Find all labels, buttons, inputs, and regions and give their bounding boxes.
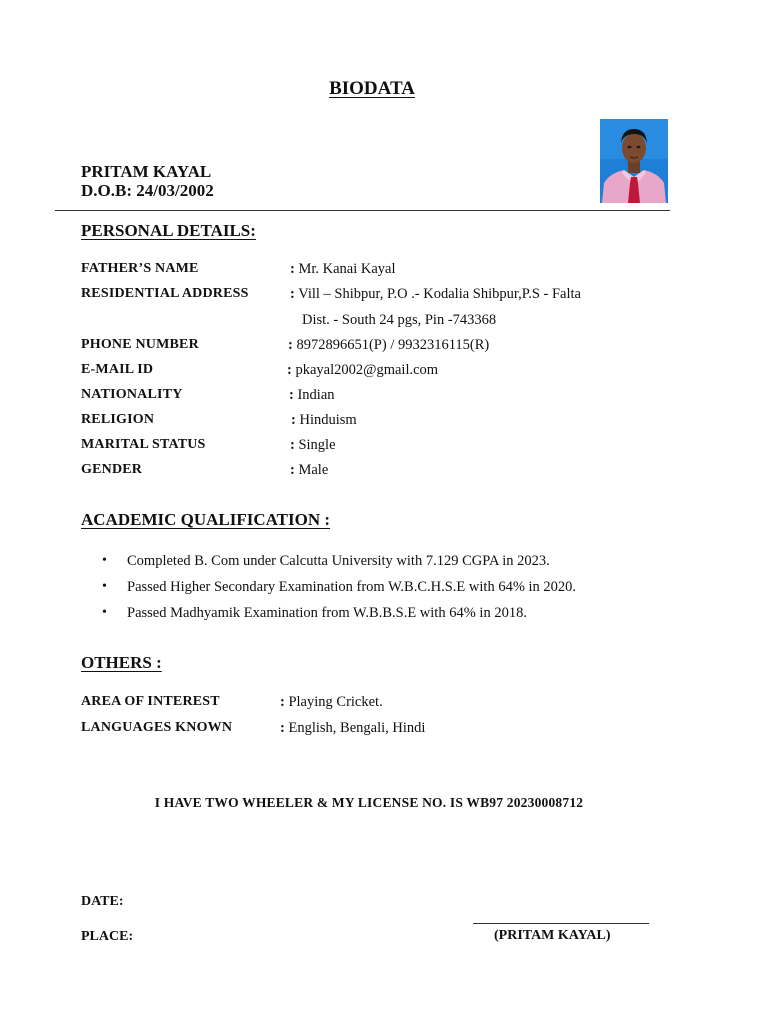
profile-photo-image bbox=[600, 119, 668, 203]
signature-line bbox=[473, 923, 649, 924]
phone-text: 8972896651(P) / 9932316115(R) bbox=[296, 337, 490, 353]
personal-details-heading: PERSONAL DETAILS: bbox=[81, 221, 256, 240]
phone-value: : 8972896651(P) / 9932316115(R) bbox=[288, 337, 490, 353]
bullet-icon: • bbox=[102, 605, 107, 620]
fathers-name-text: Mr. Kanai Kayal bbox=[298, 261, 396, 277]
signature-name: (PRITAM KAYAL) bbox=[494, 928, 611, 943]
religion-text: Hinduism bbox=[299, 412, 357, 428]
email-text: pkayal2002@gmail.com bbox=[295, 362, 439, 378]
license-statement: I HAVE TWO WHEELER & MY LICENSE NO. IS WB97 20230008712 bbox=[154, 795, 584, 810]
fathers-name-value: : Mr. Kanai Kayal bbox=[290, 261, 396, 277]
profile-photo bbox=[600, 119, 668, 203]
address-line-2: Dist. - South 24 pgs, Pin -743368 bbox=[302, 312, 497, 328]
marital-status-value: : Single bbox=[290, 437, 336, 453]
bullet-icon: • bbox=[102, 579, 107, 594]
religion-value: : Hinduism bbox=[291, 412, 357, 428]
academic-heading: ACADEMIC QUALIFICATION : bbox=[81, 510, 331, 529]
nationality-label: NATIONALITY bbox=[81, 387, 183, 402]
email-value: : pkayal2002@gmail.com bbox=[287, 362, 439, 378]
languages-text: English, Bengali, Hindi bbox=[288, 720, 426, 736]
bullet-icon: • bbox=[102, 553, 107, 568]
others-heading: OTHERS : bbox=[81, 653, 162, 672]
gender-label: GENDER bbox=[81, 462, 143, 477]
fathers-name-label: FATHER’S NAME bbox=[81, 261, 199, 276]
candidate-name: PRITAM KAYAL bbox=[81, 162, 212, 181]
email-label: E-MAIL ID bbox=[81, 362, 154, 377]
nationality-text: Indian bbox=[297, 387, 335, 403]
list-item bbox=[104, 579, 576, 596]
candidate-dob: D.O.B: 24/03/2002 bbox=[81, 181, 214, 200]
address-line-1: Vill – Shibpur, P.O .- Kodalia Shibpur,P.S - Falta bbox=[298, 286, 581, 302]
header-divider bbox=[55, 210, 670, 211]
gender-text: Male bbox=[298, 462, 329, 478]
academic-item-text: Passed Higher Secondary Examination from W.B.C.H.S.E with 64% in 2020. bbox=[127, 579, 577, 595]
marital-status-text: Single bbox=[298, 437, 336, 453]
place-label: PLACE: bbox=[81, 929, 134, 944]
languages-value: : English, Bengali, Hindi bbox=[280, 720, 426, 736]
phone-label: PHONE NUMBER bbox=[81, 337, 199, 352]
academic-item-text: Passed Madhyamik Examination from W.B.B.S.E with 64% in 2018. bbox=[127, 605, 527, 621]
religion-label: RELIGION bbox=[81, 412, 155, 427]
list-item bbox=[104, 605, 527, 622]
marital-status-label: MARITAL STATUS bbox=[81, 437, 206, 452]
address-value: : Vill – Shibpur, P.O .- Kodalia Shibpur,P.S - Falta bbox=[290, 286, 581, 302]
nationality-value: : Indian bbox=[289, 387, 335, 403]
address-label: RESIDENTIAL ADDRESS bbox=[81, 286, 249, 301]
interest-label: AREA OF INTEREST bbox=[81, 694, 220, 709]
languages-label: LANGUAGES KNOWN bbox=[81, 720, 233, 735]
interest-text: Playing Cricket. bbox=[288, 694, 383, 710]
interest-value: : Playing Cricket. bbox=[280, 694, 383, 710]
gender-value: : Male bbox=[290, 462, 329, 478]
academic-item-text: Completed B. Com under Calcutta University with 7.129 CGPA in 2023. bbox=[127, 553, 550, 569]
date-label: DATE: bbox=[81, 894, 124, 909]
document-title: BIODATA bbox=[329, 78, 415, 99]
list-item bbox=[104, 553, 550, 570]
